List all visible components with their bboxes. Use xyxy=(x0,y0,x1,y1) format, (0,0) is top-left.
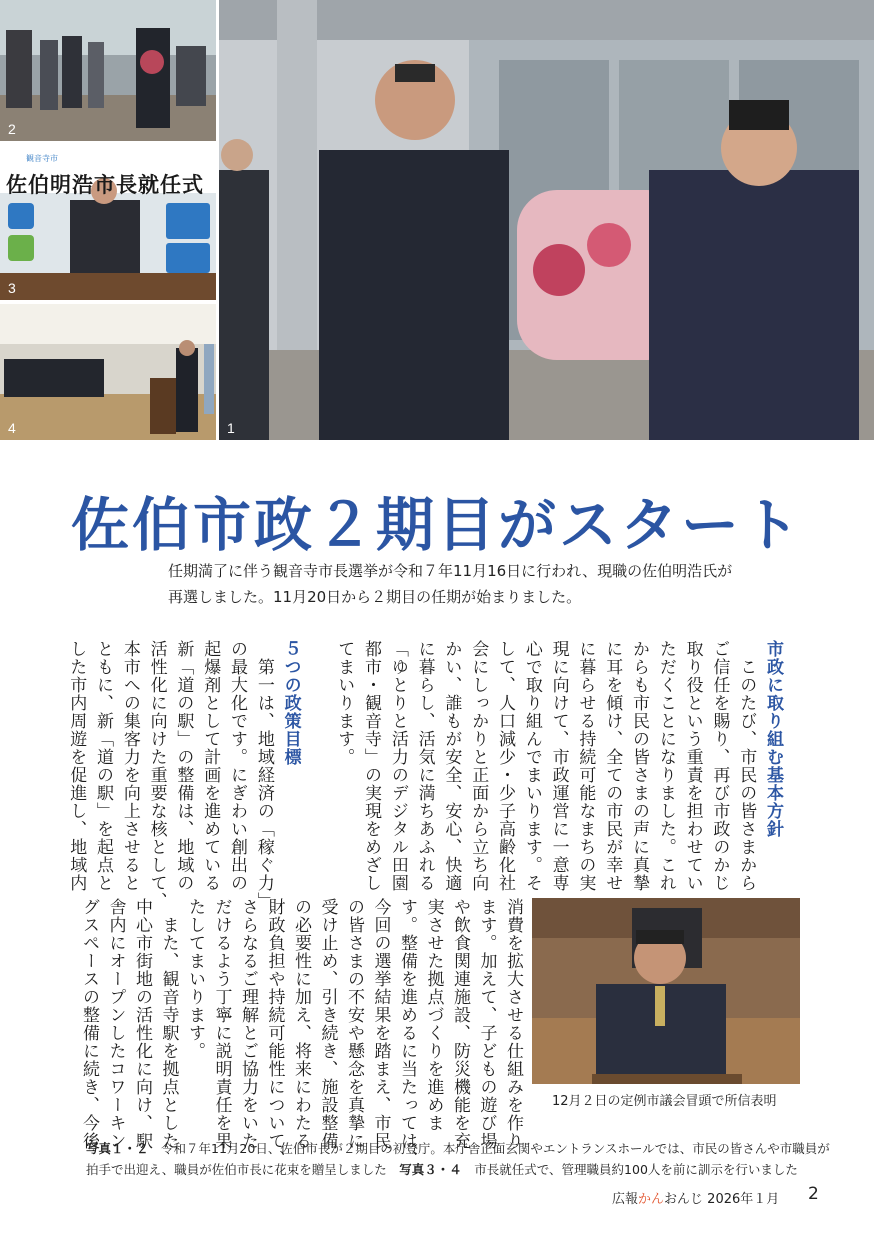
text-column: ただくことになりました。これ xyxy=(655,640,676,892)
photo-1-image xyxy=(219,0,874,440)
photo-2-image xyxy=(0,0,216,141)
text-column: 本市への集客力を向上させると xyxy=(119,640,140,892)
page-title: 佐伯市政２期目がスタート xyxy=(70,491,803,559)
text-column: 消費を拡大させる仕組みを作り xyxy=(503,898,523,1150)
text-column: また、観音寺駅を拠点とした xyxy=(158,898,179,1150)
brand-part-accent: かん xyxy=(638,1192,665,1207)
caption-label: 写真１・２ xyxy=(86,1141,149,1156)
text-column: 第一は、地域経済の「稼ぐ力」 xyxy=(253,640,274,910)
council-photo-caption: 12月２日の定例市議会冒頭で所信表明 xyxy=(552,1094,777,1109)
lead-paragraph xyxy=(168,558,732,610)
ceremony-sign: 佐伯明浩市長就任式 xyxy=(6,172,204,197)
text-column: 中心市街地の活性化に向け、駅 xyxy=(132,898,152,1150)
text-column: 活性化に向けた重要な核として、 xyxy=(146,640,167,910)
issue-date: 2026年１月 xyxy=(703,1192,780,1207)
text-column: に暮らせる持続可能なまちの実 xyxy=(575,640,596,892)
text-column: 取り役という重責を担わせてい xyxy=(682,640,703,892)
photo-4-image xyxy=(0,304,216,440)
text-column: した市内周遊を促進し、地域内 xyxy=(66,640,87,892)
text-column: からも市民の皆さまの声に真摯 xyxy=(629,640,649,892)
text-column: 現に向けて、市政運営に一意専 xyxy=(548,640,569,892)
text-column: 舎内にオープンしたコワーキン xyxy=(105,898,126,1150)
text-column: かい、誰もが安全、安心、快適 xyxy=(441,640,462,892)
text-column: 心で取り組んでまいります。そ xyxy=(521,640,542,892)
text-column: の必要性に加え、将来にわたる xyxy=(291,898,311,1150)
text-column: このたび、市民の皆さまから xyxy=(736,640,757,892)
text-column: の皆さまの不安や懸念を真摯に xyxy=(344,898,364,1150)
photo-number: 3 xyxy=(8,280,16,296)
photo-number: 1 xyxy=(227,420,235,436)
text-column: ともに、新「道の駅」を起点と xyxy=(93,640,113,892)
text-column: 実させた拠点づくりを進めま xyxy=(423,898,444,1132)
text-column: 今回の選挙結果を踏まえ、市民 xyxy=(370,898,391,1150)
text-column: ご信任を賜り、再び市政のかじ xyxy=(709,640,730,892)
text-column: 受け止め、引き続き、施設整備 xyxy=(317,898,338,1150)
caption-line xyxy=(86,1138,830,1159)
photo-council-speech xyxy=(532,898,800,1084)
text-column: に耳を傾け、全ての市民が幸せ xyxy=(602,640,623,892)
photo-3-ceremony xyxy=(0,145,216,300)
section-heading: 市政に取り組む基本方針 xyxy=(763,640,783,838)
photo-1-bouquet xyxy=(219,0,874,440)
text-column: す。整備を進めるに当たっては、 xyxy=(397,898,417,1168)
page-number: 2 xyxy=(808,1184,819,1204)
text-column: グスペースの整備に続き、今後 xyxy=(79,898,99,1150)
lead-line: 任期満了に伴う観音寺市長選挙が令和７年11月16日に行われ、現職の佐伯明浩氏が xyxy=(168,562,733,580)
photo-number: 4 xyxy=(8,420,16,436)
text-column: して、人口減少・少子高齢化社 xyxy=(495,640,515,892)
text-column: や飲食関連施設、防災機能を充 xyxy=(450,898,470,1150)
text-column: 起爆剤として計画を進めている xyxy=(200,640,221,892)
footer-publication xyxy=(612,1188,779,1207)
lead-line: 再選しました。11月20日から２期目の任期が始まりました。 xyxy=(168,588,582,606)
text-column: さらなるご理解とご協力をいた xyxy=(238,898,258,1150)
brand-part: 広報 xyxy=(612,1192,639,1207)
ceremony-logo: 観音寺市 xyxy=(26,154,58,163)
photo-2-welcome xyxy=(0,0,216,141)
text-column: ます。加えて、子どもの遊び場 xyxy=(476,898,497,1150)
photo-4-address xyxy=(0,304,216,440)
caption-text: 市長就任式で、管理職員約100人を前に訓示を行いました xyxy=(461,1162,798,1177)
text-column: の最大化です。にぎわい創出の xyxy=(227,640,247,892)
caption-line xyxy=(86,1159,830,1180)
text-column: 会にしっかりと正面から立ち向 xyxy=(468,640,489,892)
body-upper-columns xyxy=(60,640,790,910)
caption-text: 令和７年11月20日、佐伯市長が２期目の初登庁。本庁舎正面玄関やエントランスホールでは、市民の皆さんや市職員が xyxy=(148,1141,830,1156)
section-heading: ５つの政策目標 xyxy=(280,640,301,766)
caption-label: 写真３・４ xyxy=(399,1162,462,1177)
text-column: てまいります。 xyxy=(334,640,355,766)
text-column: 新「道の駅」の整備は、地域の xyxy=(173,640,194,892)
text-column: 都市・観音寺」の実現をめざし xyxy=(361,640,381,892)
caption-text: 拍手で出迎え、職員が佐伯市長に花束を贈呈しました xyxy=(86,1162,400,1177)
council-image xyxy=(532,898,800,1084)
brand-part: おんじ xyxy=(664,1192,704,1207)
photo-number: 2 xyxy=(8,121,16,137)
text-column: 財政負担や持続可能性について、 xyxy=(264,898,285,1168)
text-column: だけるよう丁寧に説明責任を果 xyxy=(211,898,232,1150)
text-column: に暮らし、活気に満ちあふれる xyxy=(414,640,435,892)
photo-caption xyxy=(86,1138,830,1180)
text-column: たしてまいります。 xyxy=(185,898,205,1060)
text-column: 「ゆとりと活力のデジタル田園 xyxy=(387,640,408,892)
